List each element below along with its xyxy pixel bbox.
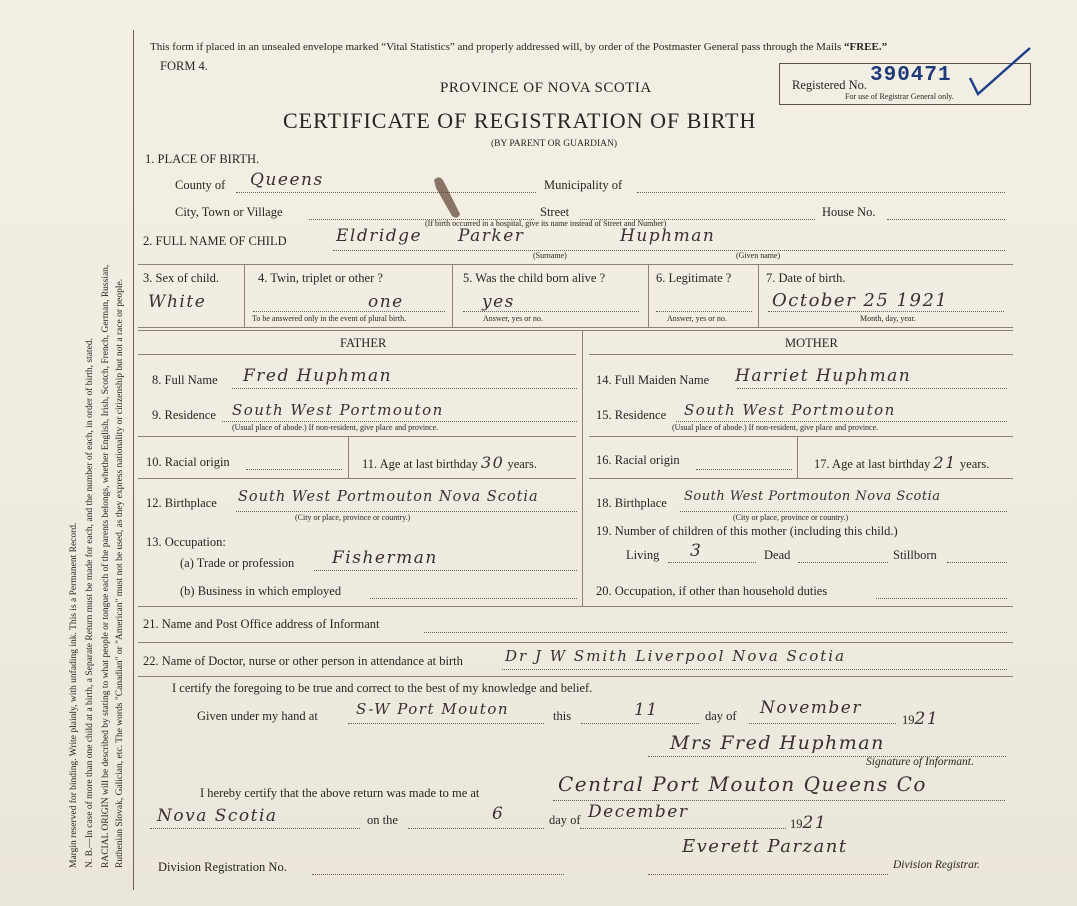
street-label: Street: [540, 205, 570, 219]
given-place-value: S-W Port Mouton: [356, 700, 510, 718]
doctor-label: 22. Name of Doctor, nurse or other person in attendance at birth: [143, 654, 463, 668]
mother-birthplace-note: (City or place, province or country.): [733, 513, 849, 522]
father-birthplace-label: 12. Birthplace: [146, 496, 217, 510]
father-residence-value: South West Portmouton: [232, 401, 444, 419]
mother-residence-note: (Usual place of abode.) If non-resident, give place and province.: [672, 423, 879, 432]
father-birthplace-note: (City or place, province or country.): [295, 513, 411, 522]
father-racial-label: 10. Racial origin: [146, 455, 230, 469]
registered-number: 390471: [870, 64, 952, 87]
father-occupation-label: 13. Occupation:: [146, 535, 226, 549]
father-name-label: 8. Full Name: [152, 373, 218, 387]
certify-day-value: 11: [634, 700, 659, 720]
certify-day-of-label: day of: [705, 709, 737, 723]
city-label: City, Town or Village: [175, 205, 283, 219]
living-value: 3: [690, 541, 703, 561]
dob-label: 7. Date of birth.: [766, 271, 846, 285]
trade-value: Fisherman: [332, 548, 438, 568]
doctor-value: Dr J W Smith Liverpool Nova Scotia: [505, 647, 847, 665]
registrar-month-value: December: [588, 802, 689, 822]
province-heading: PROVINCE OF NOVA SCOTIA: [440, 80, 652, 96]
registrar-signature: Everett Parzant: [682, 836, 848, 857]
registrar-year: 1921: [790, 813, 828, 833]
registrar-only-note: For use of Registrar General only.: [845, 92, 954, 101]
postal-notice: This form if placed in an unsealed envelope marked “Vital Statistics” and properly addressed will, by order of the Postmaster General pass through the Mails “FREE.”: [150, 41, 888, 53]
children-count-label: 19. Number of children of this mother (including this child.): [596, 524, 898, 538]
father-birthplace-value: South West Portmouton Nova Scotia: [238, 489, 539, 505]
registrar-place-value: Central Port Mouton Queens Co: [558, 772, 927, 796]
certificate-subtitle: (BY PARENT OR GUARDIAN): [491, 139, 618, 149]
left-border: [133, 30, 134, 890]
this-label: this: [553, 709, 572, 723]
margin-line-4: Ruthenian Slovak, Galician, etc. The words "Canadian" or "American" must not be used, as they express nationality or citizenship but not a race or people.: [115, 278, 125, 868]
sex-label: 3. Sex of child.: [143, 271, 220, 285]
trade-label: (a) Trade or profession: [180, 556, 295, 570]
margin-line-1: Margin reserved for binding. Write plainly, with unfading ink. This is a Permanent Record.: [69, 522, 79, 868]
child-surname: Huphman: [620, 226, 716, 246]
division-registrar-label: Division Registrar.: [893, 859, 980, 871]
child-given-name: Eldridge: [336, 226, 423, 246]
registrar-day-of-label: day of: [549, 813, 581, 827]
business-label: (b) Business in which employed: [180, 584, 342, 598]
certify-year-value: 21: [914, 709, 940, 729]
registrar-place-value-2: Nova Scotia: [157, 806, 278, 826]
mother-occupation-label: 20. Occupation, if other than household duties: [596, 584, 828, 598]
mother-name-value: Harriet Huphman: [735, 366, 912, 386]
father-residence-label: 9. Residence: [152, 408, 216, 422]
county-value: Queens: [250, 170, 324, 190]
division-registration-label: Division Registration No.: [158, 860, 287, 874]
form-number: FORM 4.: [160, 59, 208, 73]
alive-label: 5. Was the child born alive ?: [463, 271, 606, 285]
legitimate-note: Answer, yes or no.: [667, 314, 727, 323]
twin-label: 4. Twin, triplet or other ?: [258, 271, 383, 285]
mother-racial-label: 16. Racial origin: [596, 453, 680, 467]
alive-value: yes: [482, 292, 515, 312]
alive-note: Answer, yes or no.: [483, 314, 543, 323]
mother-birthplace-value: South West Portmouton Nova Scotia: [684, 489, 941, 504]
stillborn-label: Stillborn: [893, 548, 937, 562]
given-name-label: (Given name): [736, 251, 781, 260]
child-middle-name: Parker: [458, 226, 525, 246]
margin-line-3: RACIAL ORIGIN will be described by stating to what people or tongue each of the parents belongs, whether English, Irish, Scotch, French, German, Russian,: [101, 264, 111, 868]
certify-year: 1921: [902, 709, 940, 729]
father-name-value: Fred Huphman: [243, 366, 393, 386]
certify-statement: I certify the foregoing to be true and correct to the best of my knowledge and belief.: [172, 681, 593, 695]
check-mark-icon: [968, 44, 1032, 105]
registered-label: Registered No.: [792, 78, 867, 92]
child-name-label: 2. FULL NAME OF CHILD: [143, 234, 287, 248]
informant-signature: Mrs Fred Huphman: [670, 732, 885, 754]
registrar-year-value: 21: [802, 813, 828, 833]
living-label: Living: [626, 548, 660, 562]
mother-residence-label: 15. Residence: [596, 408, 667, 422]
father-age-label: 11. Age at last birthday 30 years.: [362, 453, 537, 472]
registrar-statement: I hereby certify that the above return was made to me at: [200, 786, 480, 800]
county-label: County of: [175, 178, 226, 192]
certificate-title: CERTIFICATE OF REGISTRATION OF BIRTH: [283, 108, 757, 133]
margin-line-2: N. B.—In case of more than one child at a birth, a Separate Return must be made for each, and the number of each, in order of birth, stated.: [85, 338, 95, 868]
dob-note: Month, day, year.: [860, 314, 916, 323]
informant-signature-label: Signature of Informant.: [866, 756, 974, 768]
hospital-note: (If birth occurred in a hospital, give its name instead of Street and Number): [425, 219, 667, 228]
ink-blot: [430, 174, 464, 225]
mother-age-label: 17. Age at last birthday 21 years.: [814, 453, 990, 472]
certify-month-value: November: [760, 698, 862, 718]
dob-value: October 25 1921: [772, 290, 949, 311]
father-heading: FATHER: [340, 336, 387, 350]
mother-heading: MOTHER: [785, 336, 838, 350]
twin-value: one: [368, 292, 404, 312]
mother-name-label: 14. Full Maiden Name: [596, 373, 710, 387]
informant-label: 21. Name and Post Office address of Informant: [143, 617, 380, 631]
mother-age-value: 21: [933, 453, 957, 472]
father-age-value: 30: [480, 453, 505, 472]
registrar-day-value: 6: [492, 804, 505, 824]
mother-residence-value: South West Portmouton: [684, 401, 896, 419]
dead-label: Dead: [764, 548, 791, 562]
legitimate-label: 6. Legitimate ?: [656, 271, 732, 285]
on-the-label: on the: [367, 813, 398, 827]
mother-birthplace-label: 18. Birthplace: [596, 496, 667, 510]
surname-label: (Surname): [533, 251, 567, 260]
place-of-birth-heading: 1. PLACE OF BIRTH.: [145, 152, 260, 166]
sex-value: White: [148, 292, 207, 312]
municipality-label: Municipality of: [544, 178, 623, 192]
given-under-label: Given under my hand at: [197, 709, 318, 723]
twin-note: To be answered only in the event of plural birth.: [252, 314, 407, 323]
house-label: House No.: [822, 205, 876, 219]
father-residence-note: (Usual place of abode.) If non-resident, give place and province.: [232, 423, 439, 432]
